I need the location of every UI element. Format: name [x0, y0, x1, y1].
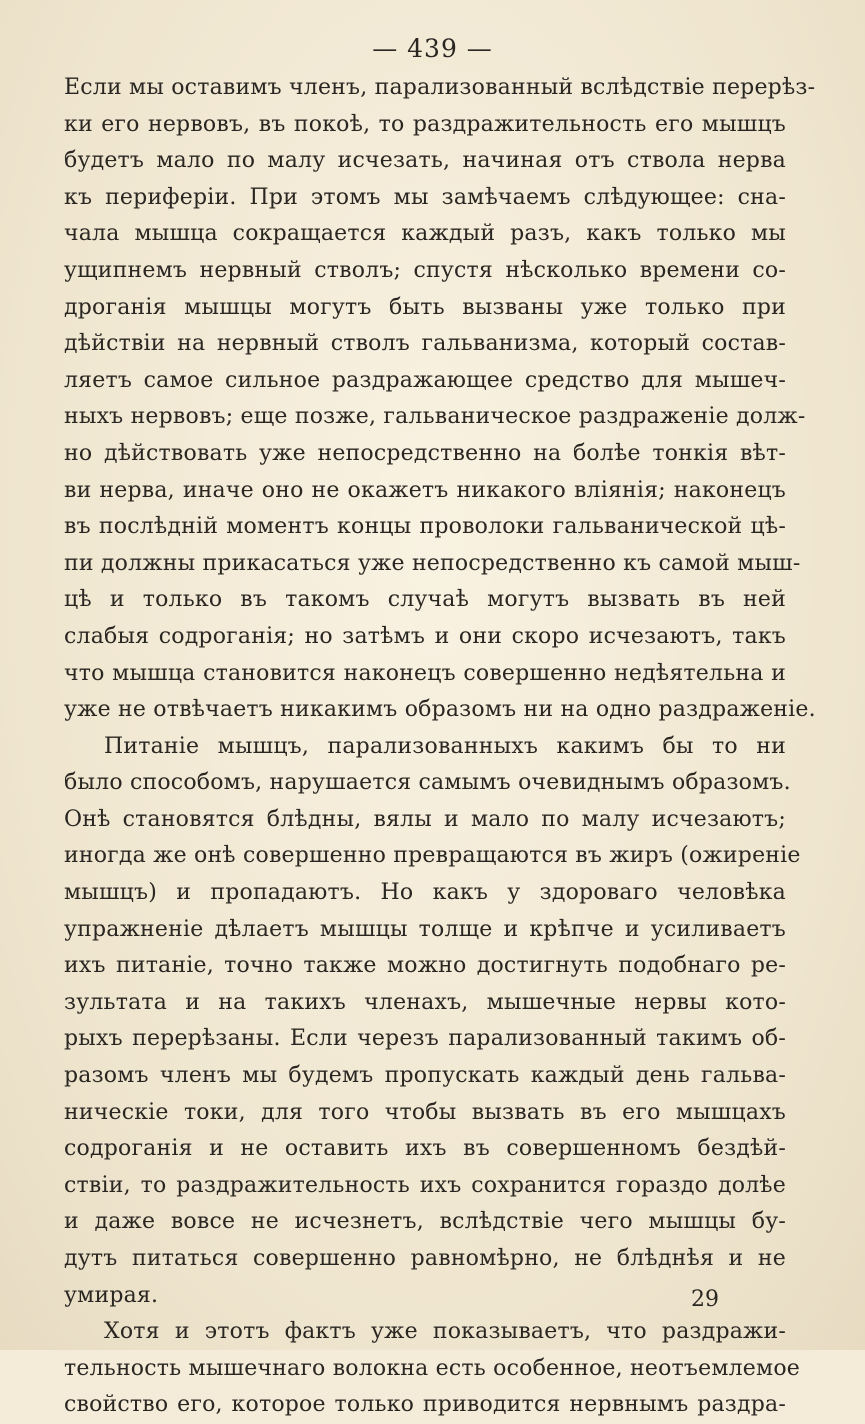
text-line: разомъ членъ мы будемъ пропускать каждый день гальва- [64, 1063, 786, 1089]
text-line: цѣ и только въ такомъ случаѣ могутъ вызвать въ ней [64, 587, 786, 613]
page-number: — 439 — [372, 34, 493, 63]
text-line: было способомъ, нарушается самымъ очевиднымъ образомъ. [64, 770, 791, 796]
text-line: дроганія мышцы могутъ быть вызваны уже только при [64, 294, 786, 320]
text-line: содроганія и не оставить ихъ въ совершенномъ бездѣй- [64, 1136, 786, 1162]
text-line: мышцъ) и пропадаютъ. Но какъ у здороваго человѣка [64, 880, 786, 906]
text-line: иногда же онѣ совершенно превращаются въ жиръ (ожиреніе [64, 843, 801, 869]
text-line: рыхъ перерѣзаны. Если черезъ парализованный такимъ об- [64, 1026, 786, 1052]
body-text [64, 70, 816, 1424]
signature-mark: 29 [691, 1287, 719, 1312]
text-line: ническіе токи, для того чтобы вызвать въ его мышцахъ [64, 1099, 786, 1125]
text-line: уже не отвѣчаетъ никакимъ образомъ ни на одно раздраженіе. [64, 697, 816, 723]
text-line: и даже вовсе не исчезнетъ, вслѣдствіе чего мышцы бу- [64, 1209, 786, 1235]
text-line: дутъ питаться совершенно равномѣрно, не блѣднѣя и не [64, 1246, 786, 1271]
text-line: пи должны прикасаться уже непосредственно къ самой мыш- [64, 550, 801, 576]
text-line: Питаніе мышцъ, парализованныхъ какимъ бы то ни [104, 733, 786, 759]
text-line: будетъ мало по малу исчезать, начиная отъ ствола нерва [64, 148, 786, 174]
text-line: Хотя и этотъ фактъ уже показываетъ, что раздражи- [104, 1319, 786, 1345]
text-line: зультата и на такихъ членахъ, мышечные нервы кото- [64, 989, 786, 1015]
text-line: упражненіе дѣлаетъ мышцы толще и крѣпче и усиливаетъ [64, 916, 786, 942]
text-line: чала мышца сокращается каждый разъ, какъ только мы [64, 221, 786, 247]
text-line: ныхъ нервовъ; еще позже, гальваническое раздраженіе долж- [64, 404, 806, 430]
text-line: дѣйствіи на нервный стволъ гальванизма, который состав- [64, 331, 786, 357]
text-line: слабыя содроганія; но затѣмъ и они скоро исчезаютъ, такъ [64, 623, 786, 649]
text-line: ствіи, то раздражительность ихъ сохранится гораздо долѣе [64, 1172, 786, 1198]
text-line: тельность мышечнаго волокна есть особенное, неотъемлемое [64, 1355, 801, 1381]
text-line: свойство его, которое только приводится нервнымъ раздра- [64, 1392, 786, 1418]
text-line: ляетъ самое сильное раздражающее средство для мышеч- [64, 367, 786, 393]
text-line: что мышца становится наконецъ совершенно недѣятельна и [64, 660, 786, 686]
text-line: ки его нервовъ, въ покоѣ, то раздражительность его мышцъ [64, 111, 786, 137]
text-line: ви нерва, иначе оно не окажетъ никакого вліянія; наконецъ [64, 477, 786, 503]
text-line: умирая. [64, 1282, 159, 1308]
text-line: ихъ питаніе, точно также можно достигнуть подобнаго ре- [64, 953, 786, 979]
text-line: въ послѣдній моментъ концы проволоки гальванической цѣ- [64, 514, 786, 540]
text-line: Если мы оставимъ членъ, парализованный вслѣдствіе перерѣз- [64, 75, 816, 100]
text-line: ущипнемъ нервный стволъ; спустя нѣсколько времени со- [64, 257, 786, 283]
text-line: Онѣ становятся блѣдны, вялы и мало по малу исчезаютъ; [64, 806, 786, 832]
text-line: но дѣйствовать уже непосредственно на болѣе тонкія вѣт- [64, 440, 786, 466]
text-line: къ периферіи. При этомъ мы замѣчаемъ слѣдующее: сна- [64, 184, 786, 210]
